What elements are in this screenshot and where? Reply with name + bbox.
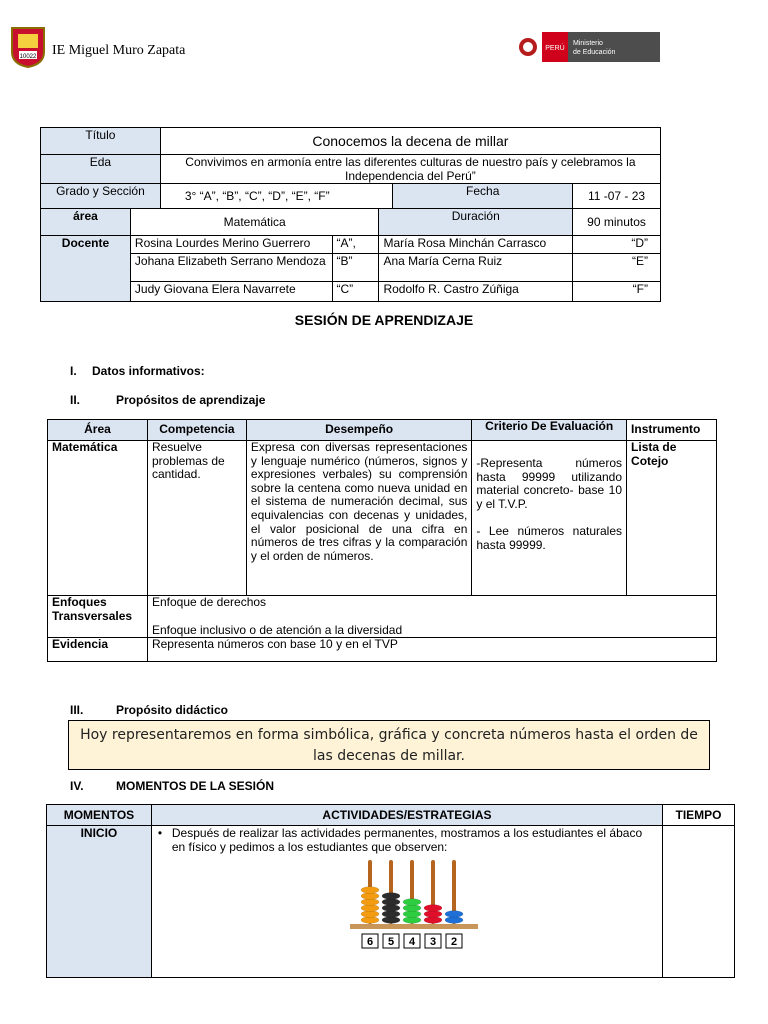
- tiempo-cell: [663, 826, 735, 978]
- section-title: MOMENTOS DE LA SESIÓN: [116, 779, 275, 793]
- section-1-heading: [70, 364, 205, 378]
- moments-table: [46, 804, 735, 978]
- fecha-label: Fecha: [393, 184, 573, 209]
- inicio-cell: [151, 826, 662, 978]
- docente-section: “D”: [573, 236, 661, 254]
- abacus-bead: [403, 899, 421, 906]
- duracion-value: 90 minutos: [573, 209, 661, 236]
- abacus-bead: [382, 893, 400, 900]
- section-2-heading: [70, 393, 265, 407]
- grado-label: Grado y Sección: [41, 184, 161, 209]
- inicio-bullet-item: [158, 826, 658, 854]
- area-cell: Matemática: [48, 441, 148, 596]
- titulo-value: Conocemos la decena de millar: [160, 128, 660, 155]
- docente-section: “F”: [573, 282, 661, 302]
- docente-name: Ana María Cerna Ruiz: [379, 254, 573, 282]
- info-table: [40, 127, 661, 302]
- section-number: IV.: [70, 779, 84, 793]
- section-number: I.: [70, 364, 77, 378]
- section-title: Propósitos de aprendizaje: [116, 393, 266, 407]
- purposes-header: Criterio De Evaluación: [472, 420, 627, 441]
- section-3-heading: [70, 703, 228, 717]
- docente-name: Rodolfo R. Castro Zúñiga: [379, 282, 573, 302]
- eda-label: Eda: [41, 155, 161, 184]
- purposes-header: Desempeño: [246, 420, 471, 441]
- duracion-label: Duración: [379, 209, 573, 236]
- docente-name: María Rosa Minchán Carrasco: [379, 236, 573, 254]
- abacus-digit: 2: [450, 936, 457, 948]
- inicio-label: INICIO: [47, 826, 152, 978]
- enfoque-item: Enfoque inclusivo o de atención a la diversidad: [151, 622, 403, 637]
- titulo-label: Título: [41, 128, 161, 155]
- abacus-bead: [424, 905, 442, 912]
- area-value: Matemática: [130, 209, 379, 236]
- enfoque-item: Enfoque de derechos: [151, 595, 267, 609]
- purposes-header: Instrumento: [627, 420, 717, 441]
- area-label: área: [41, 209, 131, 236]
- moments-header: ACTIVIDADES/ESTRATEGIAS: [151, 805, 662, 826]
- enfoques-cell: [147, 596, 716, 638]
- section-number: III.: [70, 703, 84, 717]
- ministry-logo: [518, 32, 660, 62]
- section-4-heading: [70, 779, 274, 793]
- desempeno-cell: Expresa con diversas representaciones y lenguaje numérico (números, signos y expresiones verbales) su comprensión sobre la centena como nueva unidad en el sistema de numeración decimal, sus equivalencias con decenas y unidades, el valor posicional de una cifra en números de tres cifras y la comparación y el orden de números.: [246, 441, 471, 596]
- enfoques-label: Enfoques Transversales: [48, 596, 148, 638]
- abacus-digit: 6: [366, 936, 373, 948]
- docente-label: Docente: [41, 236, 131, 302]
- didactic-purpose-box: Hoy representaremos en forma simbólica, gráfica y concreta números hasta el orden de las decenas de millar.: [68, 720, 710, 770]
- abacus-image: [346, 858, 486, 950]
- section-title: Propósito didáctico: [116, 703, 229, 717]
- docente-name: Johana Elizabeth Serrano Mendoza: [130, 254, 332, 282]
- criterio-cell: [472, 441, 627, 596]
- fecha-value: 11 -07 - 23: [573, 184, 661, 209]
- docente-name: Judy Giovana Elera Navarrete: [130, 282, 332, 302]
- session-title: SESIÓN DE APRENDIZAJE: [294, 312, 474, 328]
- competencia-cell: Resuelve problemas de cantidad.: [147, 441, 246, 596]
- moments-header: MOMENTOS: [47, 805, 152, 826]
- crest-number: 10022: [19, 54, 37, 60]
- evidencia-label: Evidencia: [48, 638, 148, 662]
- eda-value: Convivimos en armonía entre las diferentes culturas de nuestro país y celebramos la Independencia del Perú”: [160, 155, 660, 184]
- abacus-bead: [361, 887, 379, 894]
- grado-value: 3° “A”, “B”, “C”, “D”, “E”, “F”: [160, 184, 393, 209]
- abacus-base: [350, 924, 478, 929]
- docente-section: “C”: [332, 282, 379, 302]
- criterio-item: - Lee números naturales hasta 99999.: [476, 524, 623, 552]
- docente-name: Rosina Lourdes Merino Guerrero: [130, 236, 332, 254]
- abacus-digit: 5: [387, 936, 394, 948]
- section-title: Datos informativos:: [92, 364, 205, 378]
- abacus-digit: 4: [408, 936, 415, 948]
- ministry-line1: Ministerio: [573, 40, 603, 47]
- moments-header: TIEMPO: [663, 805, 735, 826]
- school-crest: [10, 26, 46, 68]
- ministry-line2: de Educación: [573, 49, 616, 56]
- docente-section: “B”: [332, 254, 379, 282]
- abacus-digit: 3: [429, 936, 436, 948]
- inicio-text: Después de realizar las actividades permanentes, mostramos a los estudiantes el ábaco en físico y pedimos a los estudiantes que observen:: [171, 826, 643, 854]
- section-number: II.: [70, 393, 81, 407]
- criterio-item: -Representa números hasta 99999 utilizando material concreto- base 10 y el T.V.P.: [476, 456, 623, 511]
- purposes-header: Área: [48, 420, 148, 441]
- docente-section: “A”,: [332, 236, 379, 254]
- evidencia-value: Representa números con base 10 y en el TVP: [147, 638, 716, 662]
- instrumento-cell: Lista de Cotejo: [627, 441, 717, 596]
- purposes-header: Competencia: [147, 420, 246, 441]
- purposes-table: [47, 419, 717, 662]
- abacus-bead: [445, 911, 463, 918]
- peru-label: PERÚ: [545, 45, 565, 52]
- school-name: IE Miguel Muro Zapata: [52, 43, 186, 58]
- docente-section: “E”: [573, 254, 661, 282]
- bullet-icon: •: [157, 826, 163, 840]
